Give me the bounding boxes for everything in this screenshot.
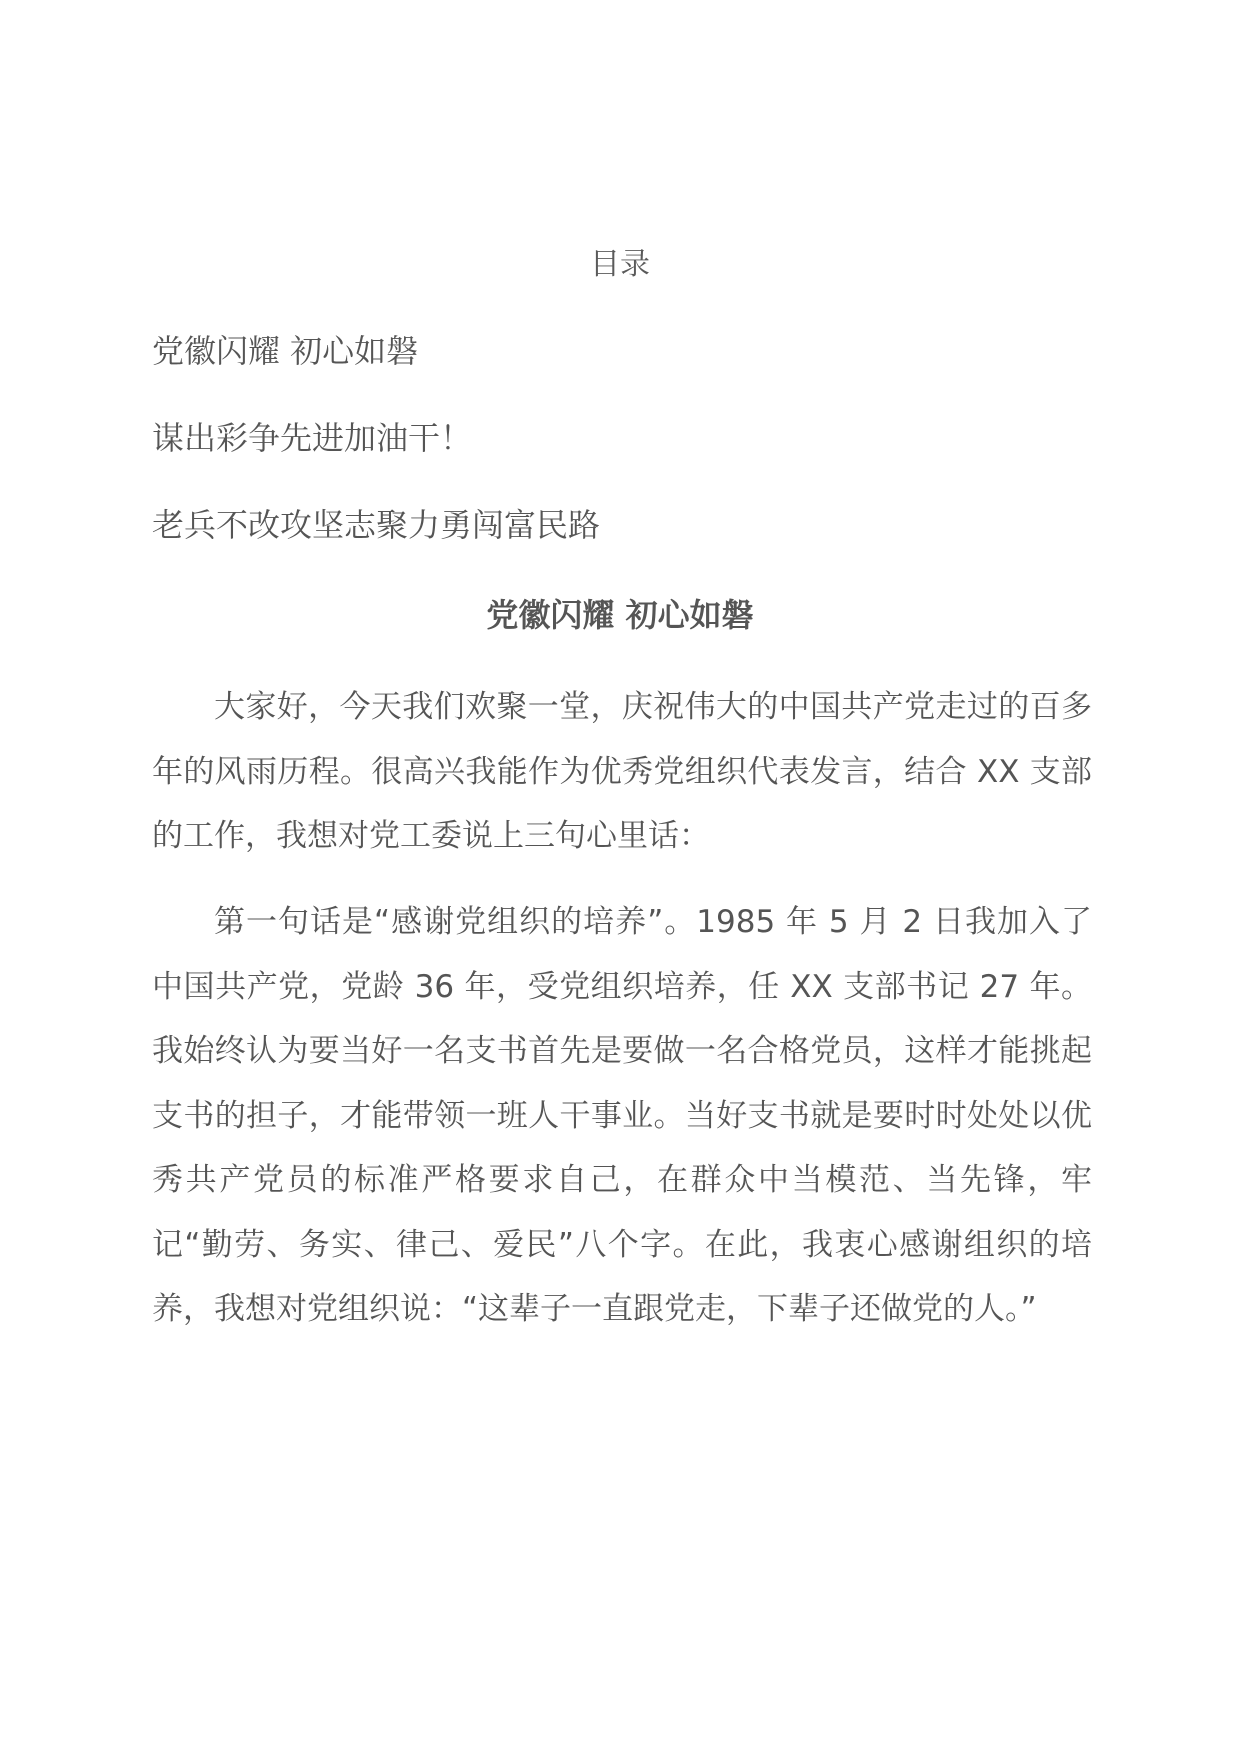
toc-item[interactable]: 党徽闪耀 初心如磐 <box>152 332 419 370</box>
article-paragraph: 第一句话是“感谢党组织的培养”。1985 年 5 月 2 日我加入了中国共产党，党龄 36 年，受党组织培养，任 XX 支部书记 27 年。我始终认为要当好一名支书首先是要做一名合格党员，这样才能挑起支书的担子，才能带领一班人干事业。当好支书就是要时时处处以优秀共产党员的标准严格要求自己，在群众中当模范、当先锋，牢记“勤劳、务实、律己、爱民”八个字。在此，我衷心感谢组织的培养，我想对党组织说：“这辈子一直跟党走，下辈子还做党的人。” <box>152 904 1092 1327</box>
article-title: 党徽闪耀 初心如磐 <box>486 596 754 634</box>
toc-item[interactable]: 老兵不改攻坚志聚力勇闯富民路 <box>152 506 601 544</box>
toc-heading: 目录 <box>590 247 650 282</box>
article-paragraph: 大家好，今天我们欢聚一堂，庆祝伟大的中国共产党走过的百多年的风雨历程。很高兴我能作为优秀党组织代表发言，结合 XX 支部的工作，我想对党工委说上三句心里话： <box>152 689 1092 854</box>
toc-list <box>152 329 1088 590</box>
toc-item[interactable]: 谋出彩争先进加油干！ <box>152 419 473 457</box>
